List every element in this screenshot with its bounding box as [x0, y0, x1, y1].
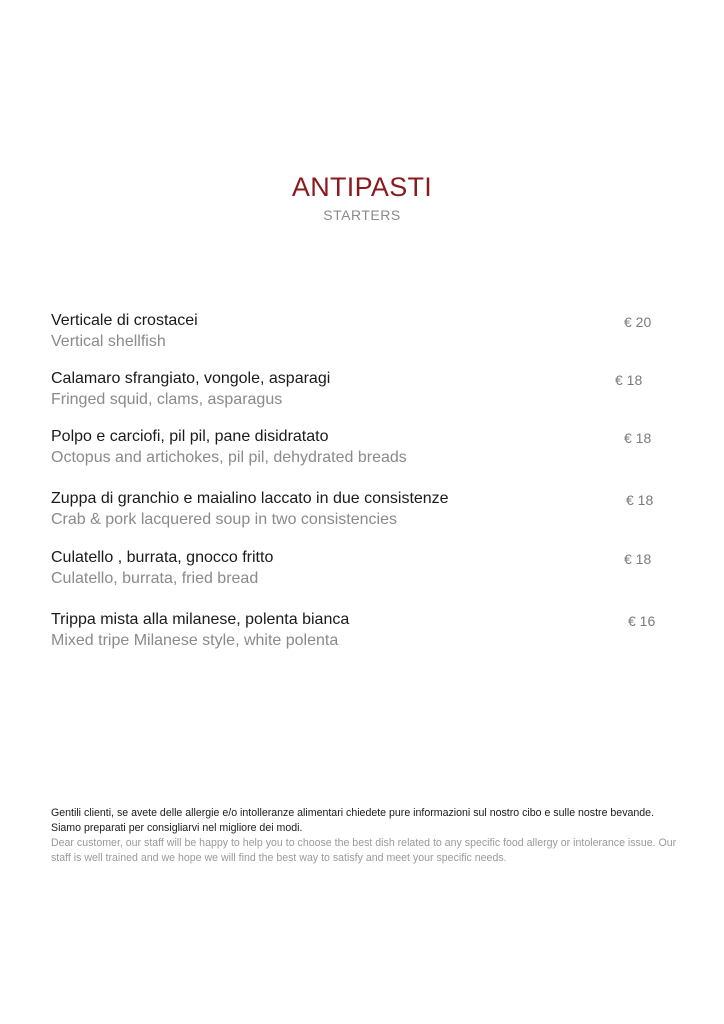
- dish-price: € 20: [624, 314, 652, 330]
- dish-name-italian: Culatello , burrata, gnocco fritto: [51, 549, 274, 566]
- dish-price: € 18: [624, 430, 652, 446]
- dish-name-italian: Verticale di crostacei: [51, 312, 198, 329]
- menu-item: [51, 311, 671, 355]
- allergy-note-italian: Gentili clienti, se avete delle allergie e/o intolleranze alimentari chiedete pure informazioni sul nostro cibo e sulle nostre bevande. Siamo preparati per consigliarvi nel migliore dei modi.: [51, 807, 655, 834]
- dish-price: € 16: [628, 613, 656, 629]
- menu-item: [51, 369, 671, 413]
- menu-item: [51, 548, 671, 592]
- menu-item: [51, 489, 671, 533]
- dish-name-italian: Calamaro sfrangiato, vongole, asparagi: [51, 370, 331, 387]
- allergy-note-english: Dear customer, our staff will be happy to help you to choose the best dish related to any specific food allergy or intolerance issue. Our staff is well trained and we hope we will find the best way to satisfy and meet your specific needs.: [51, 837, 677, 864]
- section-title: ANTIPASTI: [291, 172, 433, 202]
- dish-name-italian: Polpo e carciofi, pil pil, pane disidratato: [51, 428, 329, 445]
- section-subtitle: STARTERS: [323, 207, 401, 223]
- dish-name-italian: Trippa mista alla milanese, polenta bianca: [51, 611, 350, 628]
- dish-name-english: Fringed squid, clams, asparagus: [51, 391, 283, 408]
- dish-price: € 18: [624, 551, 652, 567]
- dish-price: € 18: [615, 372, 643, 388]
- menu-header: [0, 170, 724, 224]
- dish-name-english: Culatello, burrata, fried bread: [51, 570, 259, 587]
- dish-name-english: Octopus and artichokes, pil pil, dehydrated breads: [51, 449, 407, 466]
- dish-name-english: Mixed tripe Milanese style, white polenta: [51, 632, 339, 649]
- menu-item: [51, 427, 671, 471]
- dish-name-english: Vertical shellfish: [51, 333, 166, 350]
- dish-price: € 18: [626, 492, 654, 508]
- allergy-note: [51, 806, 681, 866]
- dish-name-english: Crab & pork lacquered soup in two consistencies: [51, 511, 397, 528]
- dish-name-italian: Zuppa di granchio e maialino laccato in due consistenze: [51, 490, 449, 507]
- menu-item: [51, 610, 671, 654]
